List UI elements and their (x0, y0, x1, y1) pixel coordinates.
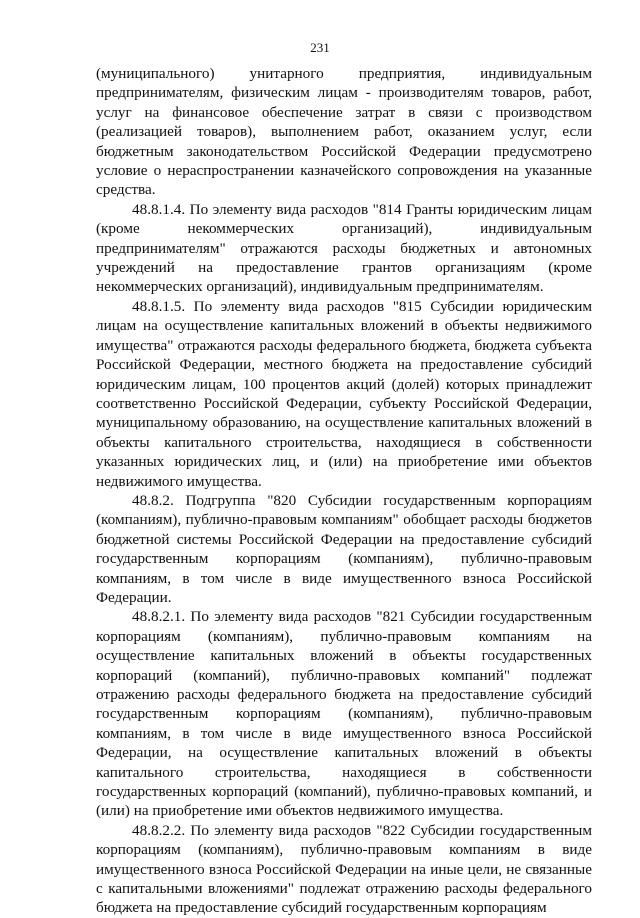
paragraph-48-8-1-4: 48.8.1.4. По элементу вида расходов "814 Гранты юридическим лицам (кроме некоммерческих организаций), индивидуальным предпринимателям" отражаются расходы бюджетных и автономных учреждений на предоставление грантов организациям (кроме некоммерческих организаций), индивидуальным предпринимателям. (96, 200, 592, 296)
paragraph-continuation: (муниципального) унитарного предприятия, индивидуальным предпринимателям, физическим лицам - производителям товаров, работ, услуг на финансовое обеспечение затрат в связи с производством (реализацией товаров), выполнением работ, оказанием услуг, если бюджетным законодательством Российской Федерации предусмотрено условие о нераспространении казначейского сопровождения на указанные средства. (96, 65, 592, 199)
paragraph-48-8-2: 48.8.2. Подгруппа "820 Субсидии государственным корпорациям (компаниям), публично-правовым компаниям" обобщает расходы бюджетов бюджетной системы Российской Федерации на предоставление субсидий государственным корпорациям (компаниям), публично-правовым компаниям, в том числе в виде имущественного взноса Российской Федерации. (96, 491, 592, 606)
paragraph-48-8-2-1: 48.8.2.1. По элементу вида расходов "821 Субсидии государственным корпорациям (компаниям), публично-правовым компаниям на осуществление капитальных вложений в объекты государственных корпораций (компаний), публично-правовых компаний" подлежат отражению расходы федерального бюджета на предоставление субсидий государственным корпорациям (компаниям), публично-правовым компаниям, в том числе в виде имущественного взноса Российской Федерации, на осуществление капитальных вложений в объекты капитального строительства, находящиеся в собственности государственных корпораций (компаний), публично-правовых компаний, и (или) на приобретение ими объектов недвижимого имущества. (96, 608, 592, 820)
paragraph-48-8-2-2: 48.8.2.2. По элементу вида расходов "822 Субсидии государственным корпорациям (компаниям), публично-правовым компаниям в виде имущественного взноса Российской Федерации на иные цели, не связанные с капитальными вложениями" подлежат отражению расходы федерального бюджета на предоставление субсидий государственным корпорациям (96, 821, 592, 917)
document-body (96, 64, 592, 918)
paragraph-48-8-1-5: 48.8.1.5. По элементу вида расходов "815 Субсидии юридическим лицам на осуществление капитальных вложений в объекты недвижимого имущества" отражаются расходы федерального бюджета, бюджета субъекта Российской Федерации, местного бюджета на предоставление субсидий юридическим лицам, 100 процентов акций (долей) которых принадлежит соответственно Российской Федерации, субъекту Российской Федерации, муниципальному образованию, на осуществление капитальных вложений в объекты капитального строительства, находящиеся в собственности указанных юридических лиц, и (или) на приобретение ими объектов недвижимого имущества. (96, 297, 592, 490)
page-number: 231 (310, 40, 330, 55)
